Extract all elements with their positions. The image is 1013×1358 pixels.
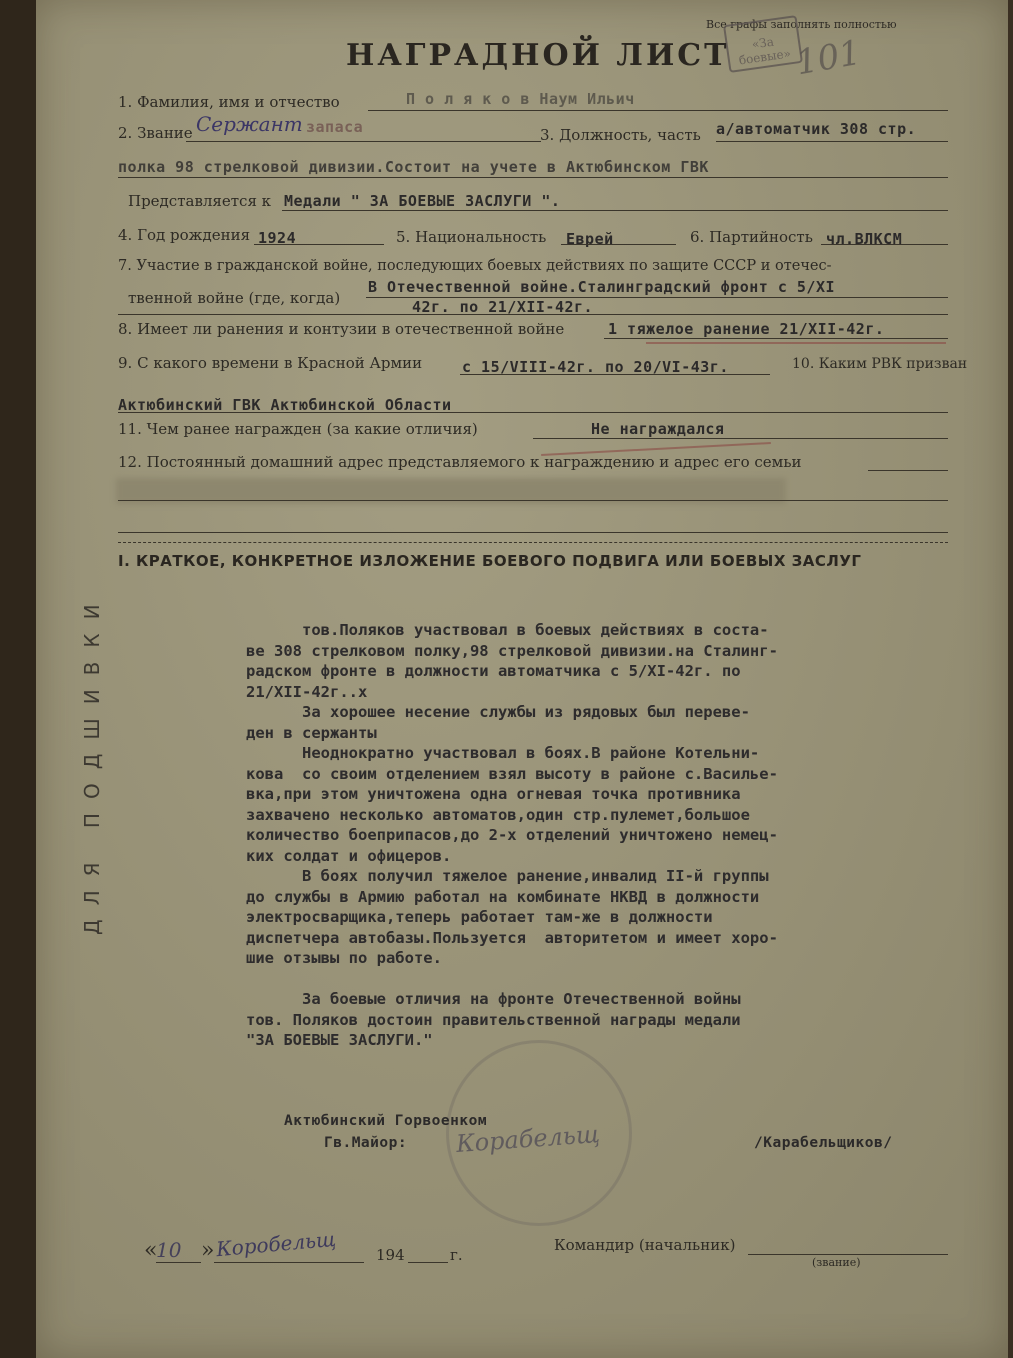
field-1-label: 1. Фамилия, имя и отчество <box>118 93 340 111</box>
field-7-line-b <box>118 314 948 315</box>
field-10-value: Актюбинский ГВК Актюбинской Области <box>118 396 452 414</box>
field-5-label: 5. Национальность <box>396 228 547 246</box>
field-3-line <box>716 141 948 142</box>
citation-text <box>246 620 1006 1051</box>
field-6-label: 6. Партийность <box>690 228 813 246</box>
date-day-line <box>156 1262 201 1263</box>
presented-value: Медали " ЗА БОЕВЫЕ ЗАСЛУГИ ". <box>284 192 561 210</box>
rank-hint: (звание) <box>812 1256 861 1269</box>
citation-line: до службы в Армию работал на комбинате НКВД в должности <box>246 887 760 906</box>
citation-line: тов.Поляков участвовал в боевых действиях в соста- <box>246 621 769 639</box>
field-4-value: 1924 <box>258 229 297 247</box>
presented-line <box>282 210 948 211</box>
registration-stamp <box>723 15 803 73</box>
citation-line: В боях получил тяжелое ранение,инвалид II-й группы <box>246 867 769 885</box>
field-9-line <box>460 374 770 375</box>
citation-line: радском фронте в должности автоматчика с 5/XI-42г. по <box>246 662 741 680</box>
citation-line: количество боеприпасов,до 2-х отделений уничтожено немец- <box>246 826 778 844</box>
address-line-2 <box>118 532 948 533</box>
field-4-line <box>254 244 384 245</box>
date-month-line <box>214 1262 364 1263</box>
field-9-value: с 15/VIII-42г. по 20/VI-43г. <box>462 358 729 376</box>
citation-line: "ЗА БОЕВЫЕ ЗАСЛУГИ." <box>246 1031 433 1049</box>
field-8-line <box>604 338 948 339</box>
field-12-label: 12. Постоянный домашний адрес представляемого к награждению и адрес его семьи <box>118 453 802 471</box>
fill-all-note: Все графы заполнять полностью <box>706 18 897 31</box>
field-3-continuation: полка 98 стрелковой дивизии.Состоит на учете в Актюбинском ГВК <box>118 158 709 176</box>
field-3-value: а/автоматчик 308 стр. <box>716 120 917 138</box>
field-6-value: чл.ВЛКСМ <box>826 230 903 248</box>
field-7-value-a: В Отечественной войне.Сталинградский фронт с 5/XI <box>368 278 836 296</box>
field-2-value: запаса <box>306 118 364 136</box>
field-3-label: 3. Должность, часть <box>540 126 701 144</box>
commander-label: Командир (начальник) <box>554 1236 736 1254</box>
date-close-quote: » <box>201 1238 215 1263</box>
field-11-label: 11. Чем ранее награжден (за какие отличия) <box>118 420 478 438</box>
field-8-value: 1 тяжелое ранение 21/XII-42г. <box>608 320 885 338</box>
field-6-line <box>821 244 948 245</box>
citation-line: шие отзывы по работе. <box>246 949 442 967</box>
date-day: 10 <box>156 1238 182 1262</box>
citation-line: 21/XII-42г..х <box>246 682 368 701</box>
field-2-label: 2. Звание <box>118 124 193 142</box>
award-sheet <box>36 0 1008 1358</box>
binding-margin-label: ДЛЯ ПОДШИВКИ <box>80 590 104 935</box>
field-2-hand: Сержант <box>196 112 303 136</box>
date-year-prefix: 194 <box>376 1246 405 1264</box>
field-8-label: 8. Имеет ли ранения и контузии в отечественной войне <box>118 320 565 338</box>
handwritten-signature: Корабельщ <box>455 1120 601 1158</box>
field-9-label: 9. С какого времени в Красной Армии <box>118 354 423 372</box>
address-line-1 <box>118 500 948 501</box>
field-4-label: 4. Год рождения <box>118 226 251 244</box>
field-1-value: П о л я к о в Наум Ильич <box>406 90 635 108</box>
citation-line: тов. Поляков достоин правительственной награды медали <box>246 1010 741 1029</box>
date-year-line <box>408 1262 448 1263</box>
date-month-hand: Коробельщ <box>215 1226 337 1262</box>
field-11-line <box>533 438 948 439</box>
field-8-red-underline <box>646 342 946 344</box>
field-3-cont-line <box>118 177 948 178</box>
field-2-line <box>186 141 541 142</box>
citation-line <box>246 969 1006 990</box>
citation-line: За хорошее несение службы из рядовых был переве- <box>246 703 750 721</box>
commander-line <box>748 1254 948 1255</box>
date-open-quote: « <box>144 1238 158 1263</box>
field-11-value: Не награждался <box>591 420 725 438</box>
field-7-value-b: 42г. по 21/XII-42г. <box>412 298 594 316</box>
signatory-org: Актюбинский Горвоенком <box>284 1113 488 1129</box>
page-title: НАГРАДНОЙ ЛИСТ <box>346 38 730 73</box>
date-year-suffix: г. <box>450 1246 463 1264</box>
field-10-label: 10. Каким РВК призван <box>792 356 968 372</box>
field-5-value: Еврей <box>566 230 614 248</box>
presented-label: Представляется к <box>128 192 272 210</box>
signatory-name: /Карабельщиков/ <box>754 1135 893 1151</box>
section-heading: I. КРАТКОЕ, КОНКРЕТНОЕ ИЗЛОЖЕНИЕ БОЕВОГО ПОДВИГА ИЛИ БОЕВЫХ ЗАСЛУГ <box>118 552 862 570</box>
field-12-line <box>868 470 948 471</box>
citation-line: кова со своим отделением взял высоту в районе с.Василье- <box>246 764 778 783</box>
citation-line: электросварщика,теперь работает там-же в должности <box>246 908 713 926</box>
scan-edge <box>0 0 36 1358</box>
citation-line: Неоднократно участвовал в боях.В районе Котельни- <box>246 744 760 762</box>
stamp-text: «За боевые» <box>737 34 792 68</box>
citation-line: ден в сержанты <box>246 723 377 742</box>
field-1-line <box>368 110 948 111</box>
citation-line: ких солдат и офицеров. <box>246 846 452 865</box>
field-5-line <box>561 244 676 245</box>
citation-line: захвачено несколько автоматов,один стр.пулемет,большое <box>246 805 750 824</box>
section-divider <box>118 542 948 543</box>
citation-line: ве 308 стрелковом полку,98 стрелковой дивизии.на Сталинг- <box>246 641 778 660</box>
field-10-line <box>118 412 948 413</box>
signatory-rank: Гв.Майор: <box>324 1135 408 1151</box>
citation-line: За боевые отличия на фронте Отечественной войны <box>246 990 741 1008</box>
citation-line: вка,при этом уничтожена одна огневая точка противника <box>246 785 741 803</box>
field-7-label-a: 7. Участие в гражданской войне, последующих боевых действиях по защите СССР и отечес- <box>118 258 832 274</box>
field-7-label-b: твенной войне (где, когда) <box>128 289 341 307</box>
citation-line: диспетчера автобазы.Пользуется авторитетом и имеет хоро- <box>246 928 778 947</box>
stamp-number: 101 <box>793 32 864 84</box>
